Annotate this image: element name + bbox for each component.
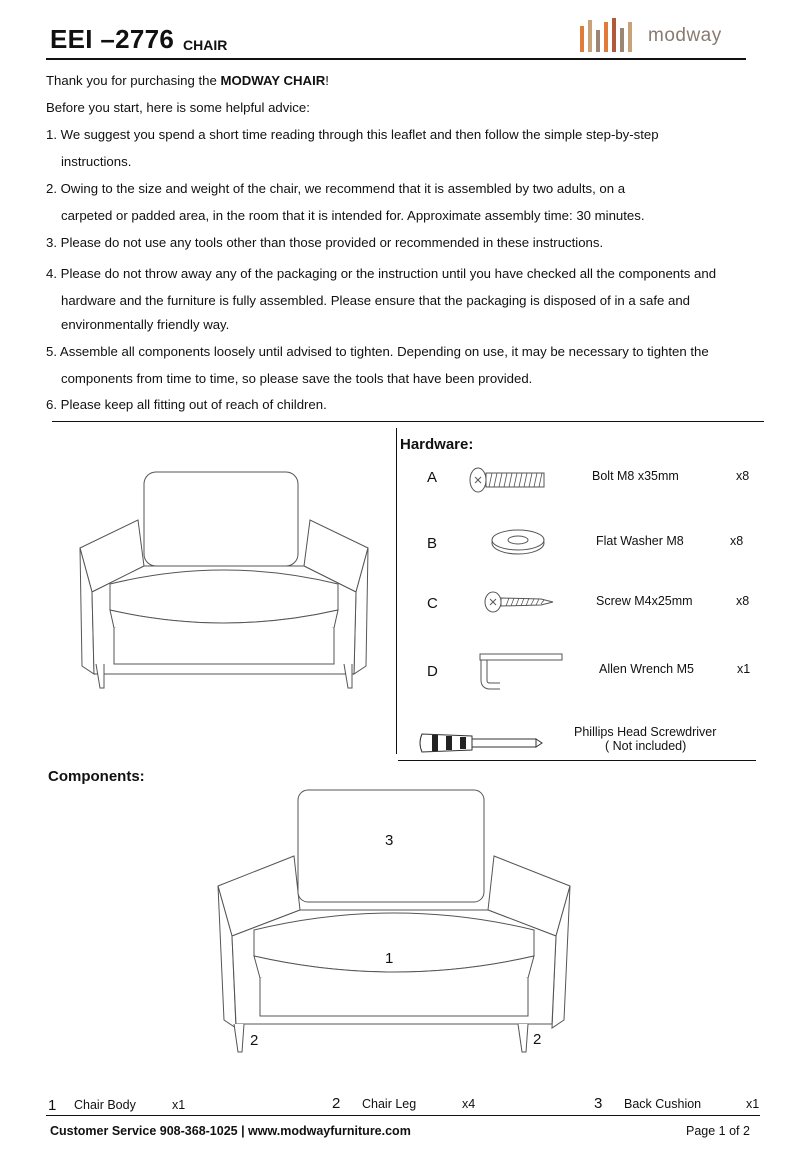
advice-line-2-cont: carpeted or padded area, in the room that it is intended for. Approximate assembly time: 30 minutes.: [61, 208, 645, 223]
allen-wrench-icon: [474, 650, 566, 690]
component-label-2: Chair Leg: [362, 1097, 417, 1111]
hardware-letter-a: A: [427, 469, 438, 486]
hardware-name-a: Bolt M8 x35mm: [592, 469, 679, 483]
callout-back-cushion: 3: [385, 832, 394, 849]
advice-line-4-cont-2: environmentally friendly way.: [61, 317, 230, 332]
advice-heading: Before you start, here is some helpful advice:: [46, 100, 310, 115]
hardware-qty-b: x8: [730, 534, 744, 548]
hardware-name-d: Allen Wrench M5: [599, 662, 694, 676]
bolt-icon: [468, 466, 548, 494]
thanks-suffix: !: [325, 73, 329, 88]
screw-icon: [483, 590, 555, 614]
hardware-qty-c: x8: [736, 594, 750, 608]
component-num-2: 2: [332, 1095, 341, 1112]
screwdriver-note: ( Not included): [605, 739, 687, 753]
thanks-product: MODWAY CHAIR: [220, 73, 326, 88]
hardware-letter-d: D: [427, 663, 438, 680]
advice-line-5: 5. Assemble all components loosely until advised to tighten. Depending on use, it may be necessary to tighten the: [46, 344, 709, 359]
hardware-qty-d: x1: [737, 662, 751, 676]
page-number: Page 1 of 2: [686, 1124, 750, 1138]
product-type: CHAIR: [183, 37, 228, 53]
hardware-vertical-divider: [396, 428, 397, 754]
component-label-3: Back Cushion: [624, 1097, 702, 1111]
advice-line-3: 3. Please do not use any tools other than those provided or recommended in these instructions.: [46, 235, 604, 250]
brand-logo-mark: [580, 18, 640, 54]
component-num-3: 3: [594, 1095, 603, 1112]
advice-line-2: 2. Owing to the size and weight of the chair, we recommend that it is assembled by two adults, on a: [46, 181, 626, 196]
advice-line-6: 6. Please keep all fitting out of reach of children.: [46, 397, 327, 412]
component-qty-1: x1: [172, 1098, 186, 1112]
component-qty-3: x1: [746, 1097, 760, 1111]
screwdriver-icon: [418, 728, 542, 758]
hardware-name-b: Flat Washer M8: [596, 534, 684, 548]
component-num-1: 1: [48, 1097, 57, 1114]
footer-divider: [46, 1115, 760, 1116]
header-divider: [46, 58, 746, 60]
hardware-letter-c: C: [427, 595, 438, 612]
hardware-title: Hardware:: [400, 436, 474, 453]
advice-line-4-cont: hardware and the furniture is fully assembled. Please ensure that the packaging is disposed of in a safe and: [61, 293, 690, 308]
component-qty-2: x4: [462, 1097, 476, 1111]
advice-line-5-cont: components from time to time, so please save the tools that have been provided.: [61, 371, 533, 386]
hardware-letter-b: B: [427, 535, 438, 552]
hardware-name-c: Screw M4x25mm: [596, 594, 693, 608]
advice-line-4: 4. Please do not throw away any of the packaging or the instruction until you have checked all the components and: [46, 266, 717, 281]
advice-line-1: 1. We suggest you spend a short time reading through this leaflet and then follow the simple step-by-step: [46, 127, 659, 142]
brand-name: modway: [648, 25, 722, 46]
intro-divider: [52, 421, 764, 422]
washer-icon: [490, 528, 546, 556]
hardware-divider: [398, 760, 756, 761]
component-label-1: Chair Body: [74, 1098, 136, 1112]
callout-leg-left: 2: [250, 1032, 259, 1049]
hardware-qty-a: x8: [736, 469, 750, 483]
components-title: Components:: [48, 768, 145, 785]
callout-leg-right: 2: [533, 1031, 542, 1048]
advice-line-1-cont: instructions.: [61, 154, 132, 169]
thanks-line: [46, 73, 329, 89]
footer-contact: Customer Service 908-368-1025 | www.modwayfurniture.com: [50, 1124, 411, 1138]
chair-illustration-small: [78, 468, 370, 692]
chair-exploded-illustration: [216, 786, 572, 1056]
screwdriver-name: Phillips Head Screwdriver: [574, 725, 717, 739]
thanks-prefix: Thank you for purchasing the: [46, 73, 221, 88]
model-number: EEI –2776: [50, 24, 175, 54]
callout-chair-body: 1: [385, 950, 394, 967]
